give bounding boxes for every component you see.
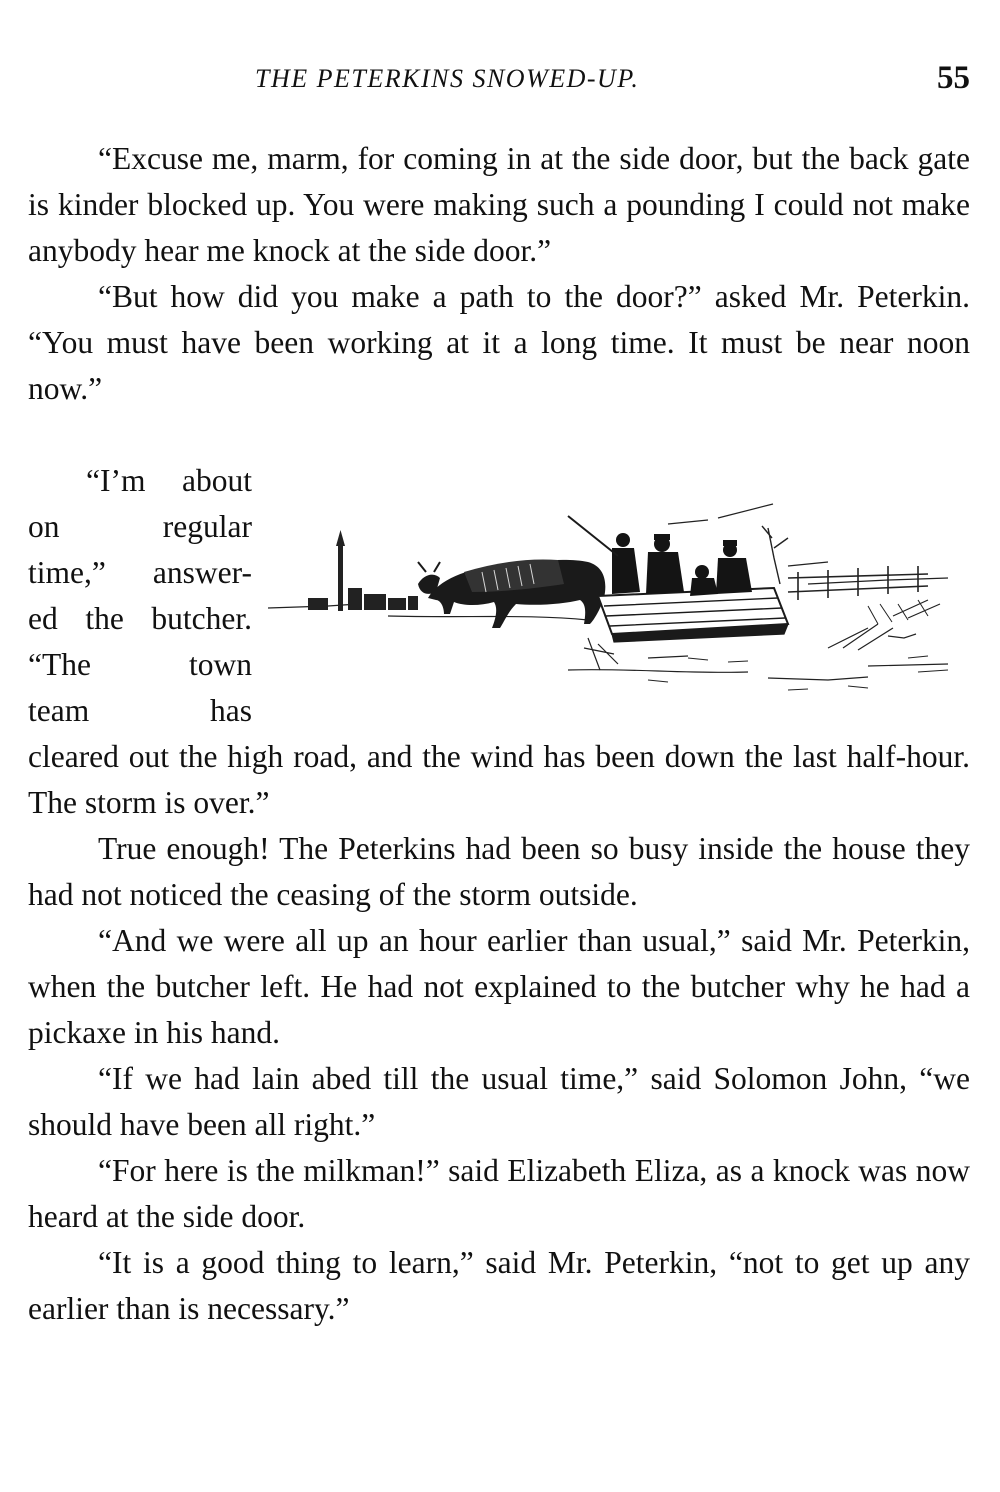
paragraph: “If we had lain abed till the usual time,” said Solomon John, “we should have been all right.” [28,1061,970,1142]
wrapped-text-column [28,458,252,734]
text-block-bottom [28,734,970,1332]
running-head [0,60,1000,104]
paragraph: “Excuse me, marm, for coming in at the side door, but the back gate is kinder blocked up. You were making such a pounding I could not make anybody hear me knock at the side door.” [28,141,970,268]
text-block-top [28,136,970,412]
paragraph: True enough! The Peterkins had been so busy inside the house they had not noticed the ceasing of the storm outside. [28,831,970,912]
page-number: 55 [937,60,970,96]
sleigh-illustration [268,488,958,698]
paragraph-continuation: cleared out the high road, and the wind has been down the last half-hour. The storm is over.” [28,739,970,820]
paragraph: “For here is the milkman!” said Elizabeth Eliza, as a knock was now heard at the side door. [28,1153,970,1234]
wrap-line: “The town [28,647,252,682]
wrap-line: on regular [28,509,252,544]
wrap-line: ed the butcher. [28,601,252,636]
paragraph: “It is a good thing to learn,” said Mr. Peterkin, “not to get up any earlier than is necessary.” [28,1245,970,1326]
wrap-line: time,” answer- [28,555,252,590]
running-title: THE PETERKINS SNOWED-UP. [255,64,640,93]
paragraph: “But how did you make a path to the door?” asked Mr. Peterkin. “You must have been working at it a long time. It must be near noon now.” [28,279,970,406]
wrap-line: “I’m about [86,463,252,498]
paragraph: “And we were all up an hour earlier than usual,” said Mr. Peterkin, when the butcher left. He had not explained to the butcher why he had a pickaxe in his hand. [28,923,970,1050]
wrap-line: team has [28,693,252,728]
